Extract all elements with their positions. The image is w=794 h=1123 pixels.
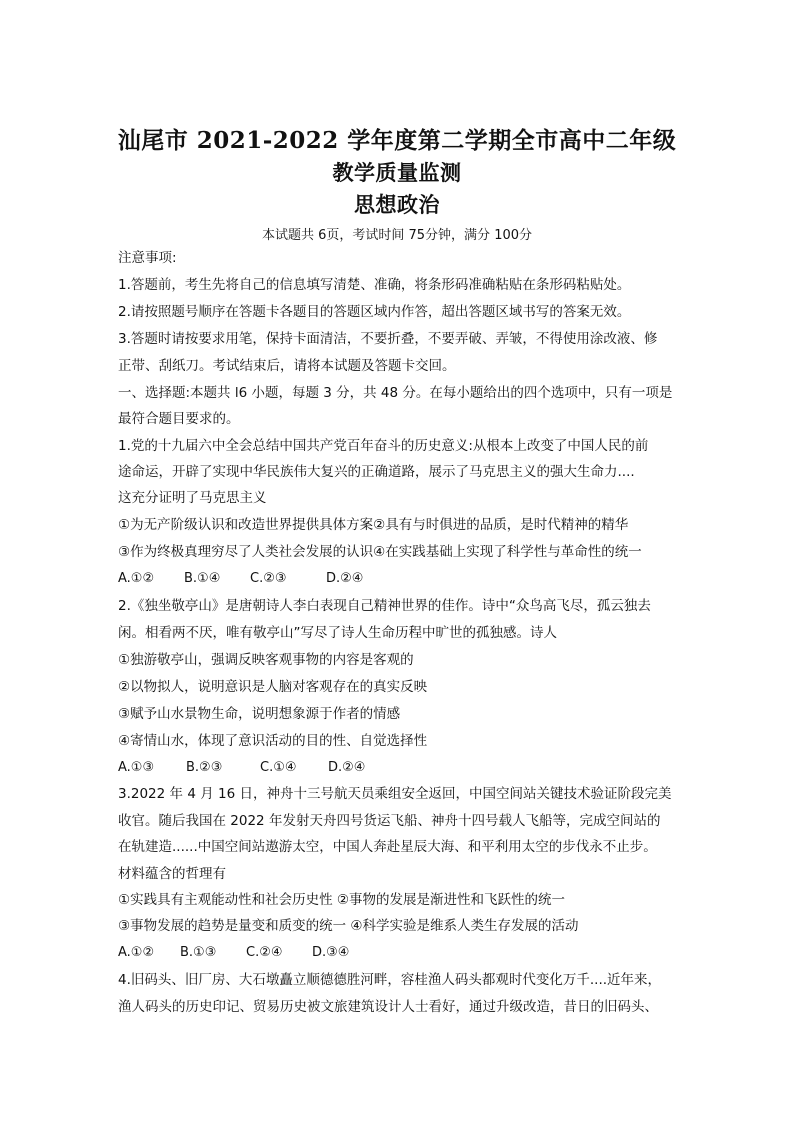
option-a: A.①② xyxy=(118,571,155,586)
note-line: 1.答题前，考生先将自己的信息填写清楚、准确，将条形码准确粘贴在条形码粘贴处。 xyxy=(118,277,631,293)
option-c: C.②④ xyxy=(246,945,283,960)
option-c: C.①④ xyxy=(260,760,297,775)
option-d: D.②④ xyxy=(326,571,364,586)
question-3-text: 在轨建造......中国空间站遨游太空，中国人奔赴星辰大海、和平利用太空的步伐永不止步。 xyxy=(118,839,657,855)
subject-title: 思想政治 xyxy=(354,192,440,217)
option-b: B.①③ xyxy=(180,945,217,960)
note-line: 3.答题时请按要求用笔，保持卡面清洁，不要折叠，不要弄破、弄皱，不得使用涂改液、修 xyxy=(118,331,658,347)
question-1-statement: ①为无产阶级认识和改造世界提供具体方案②具有与时俱进的品质，是时代精神的精华 xyxy=(118,517,629,533)
option-d: D.③④ xyxy=(312,945,350,960)
question-3-statement: ①实践具有主观能动性和社会历史性 ②事物的发展是渐进性和飞跃性的统一 xyxy=(118,892,565,908)
section-heading-cont: 最符合题目要求的。 xyxy=(118,411,240,427)
question-2-text: 闲。相看两不厌，唯有敬亭山”写尽了诗人生命历程中旷世的孤独感。诗人 xyxy=(118,625,557,641)
question-1-options xyxy=(118,569,363,589)
option-c: C.②③ xyxy=(250,571,287,586)
question-3-text: 3.2022 年 4 月 16 日，神舟十三号航天员乘组安全返回，中国空间站关键技术验证阶段完美 xyxy=(118,786,672,802)
notes-heading: 注意事项: xyxy=(118,250,177,266)
question-3-text: 收官。随后我国在 2022 年发射天舟四号货运飞船、神舟十四号载人飞船等，完成空间站的 xyxy=(118,813,661,829)
question-2-statement: ①独游敬亭山，强调反映客观事物的内容是客观的 xyxy=(118,652,414,668)
question-2-statement: ②以物拟人，说明意识是人脑对客观存在的真实反映 xyxy=(118,679,428,695)
question-2-text: 2.《独坐敬亭山》是唐朝诗人李白表现自己精神世界的佳作。诗中“众鸟高飞尽，孤云独去 xyxy=(118,598,651,614)
question-2-options xyxy=(118,758,365,778)
section-heading: 一、选择题:本题共 l6 小题，每题 3 分，共 48 分。在每小题给出的四个选项中，只有一项是 xyxy=(118,385,673,401)
option-b: B.②③ xyxy=(186,760,223,775)
question-1-text: 这充分证明了马克思主义 xyxy=(118,490,267,506)
question-3-statement: ③事物发展的趋势是量变和质变的统一 ④科学实验是维系人类生存发展的活动 xyxy=(118,918,579,934)
question-2-statement: ④寄情山水，体现了意识活动的目的性、自觉选择性 xyxy=(118,733,428,749)
option-a: A.①③ xyxy=(118,760,155,775)
exam-title-line2: 教学质量监测 xyxy=(332,160,462,185)
question-1-statement: ③作为终极真理穷尽了人类社会发展的认识④在实践基础上实现了科学性与革命性的统一 xyxy=(118,544,642,560)
question-1-text: 1.党的十九届六中全会总结中国共产党百年奋斗的历史意义:从根本上改变了中国人民的前 xyxy=(118,438,649,454)
exam-title-line1: 汕尾市 2021-2022 学年度第二学期全市高中二年级 xyxy=(117,127,677,154)
question-2-statement: ③赋予山水景物生命，说明想象源于作者的情感 xyxy=(118,706,401,722)
option-b: B.①④ xyxy=(184,571,221,586)
question-3-text: 材料蕴含的哲理有 xyxy=(118,866,226,882)
question-3-options xyxy=(118,943,349,963)
option-d: D.②④ xyxy=(328,760,366,775)
question-4-text: 4.旧码头、旧厂房、大石墩矗立顺德德胜河畔，容桂渔人码头都观时代变化万千....近年来， xyxy=(118,972,662,988)
question-4-text: 渔人码头的历史印记、贸易历史被文旅建筑设计人士看好，通过升级改造，昔日的旧码头、 xyxy=(118,999,658,1015)
option-a: A.①② xyxy=(118,945,155,960)
note-line: 正带、刮纸刀。考试结束后，请将本试题及答题卡交回。 xyxy=(118,358,456,374)
exam-info: 本试题共 6页，考试时间 75分钟，满分 100分 xyxy=(261,228,533,243)
question-1-text: 途命运，开辟了实现中华民族伟大复兴的正确道路，展示了马克思主义的强大生命力.... xyxy=(118,464,635,480)
note-line: 2.请按照题号顺序在答题卡各题目的答题区域内作答，超出答题区域书写的答案无效。 xyxy=(118,304,631,320)
